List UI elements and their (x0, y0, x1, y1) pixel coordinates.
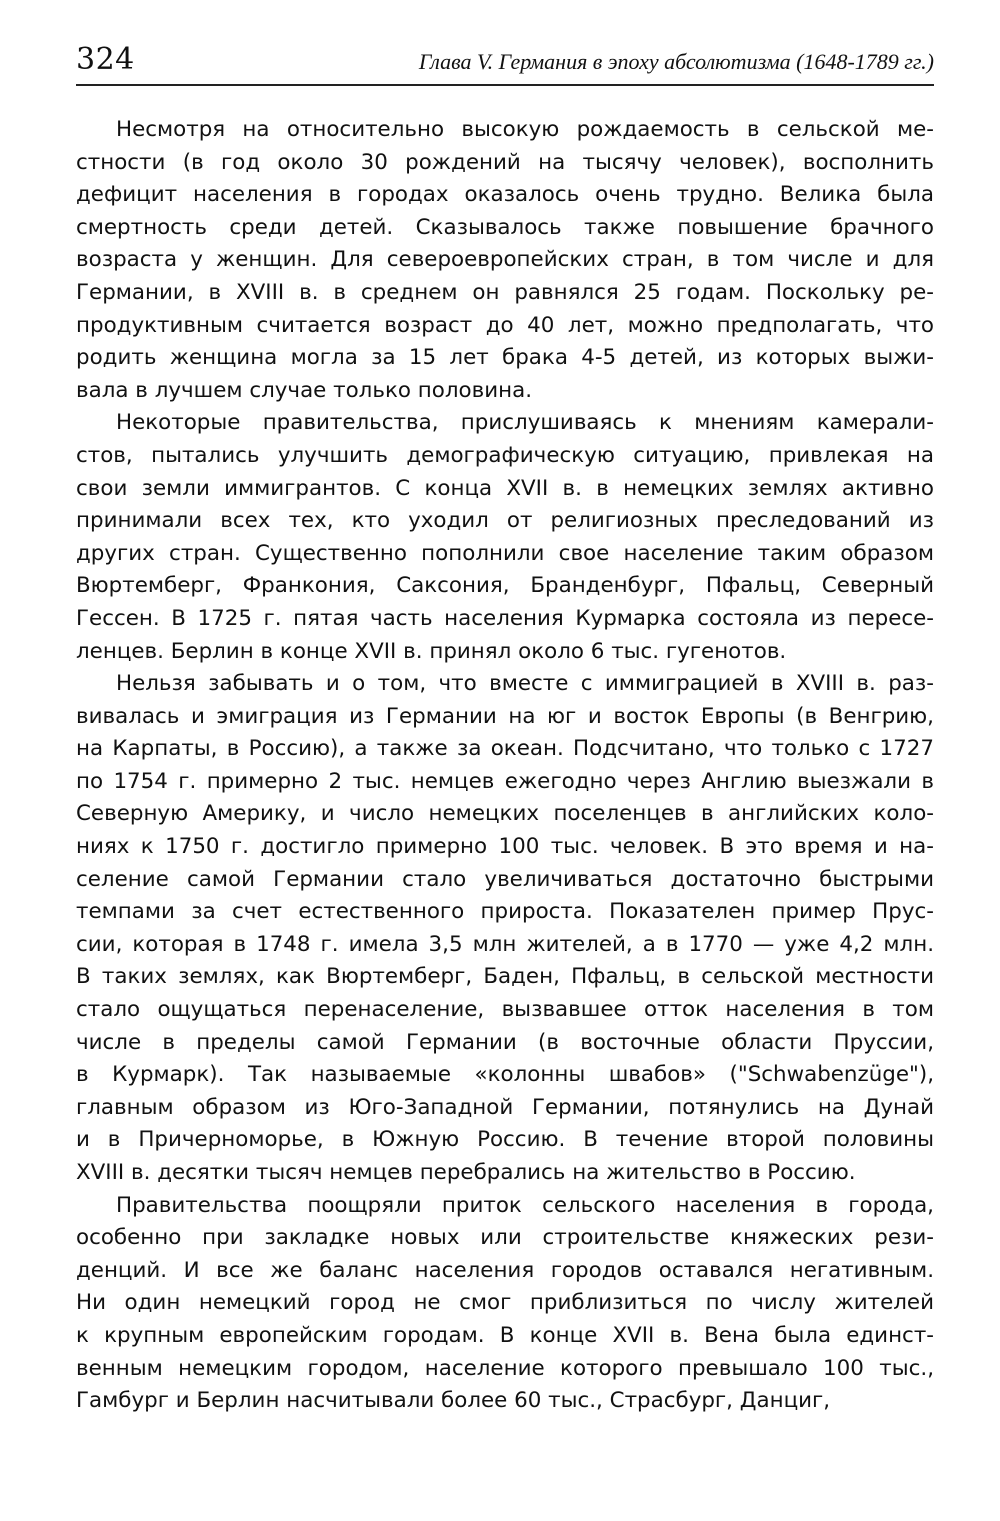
text-line: ленцев. Берлин в конце XVII в. принял около 6 тыс. гугенотов. (76, 638, 787, 664)
text-line: Несмотря на относительно высокую рождаемость в сельской ме- (116, 117, 934, 142)
paragraph (76, 1190, 934, 1418)
text-line: стности (в год около 30 рождений на тысячу человек), восполнить (76, 149, 934, 175)
text-line: XVIII в. десятки тысяч немцев перебрались на жительство в Россию. (76, 1160, 856, 1185)
text-line: продуктивным считается возраст до 40 лет, можно предполагать, что (76, 312, 934, 338)
paragraph (76, 668, 934, 1190)
text-line: вивалась и эмиграция из Германии на юг и восток Европы (в Венгрию, (76, 703, 934, 729)
text-line: стало ощущаться перенаселение, вызвавшее отток населения в том (76, 997, 934, 1023)
text-line: денций. И все же баланс населения городов оставался негативным. (76, 1257, 934, 1283)
text-line: селение самой Германии стало увеличиваться достаточно быстрыми (76, 866, 934, 892)
text-line: возраста у женщин. Для североевропейских стран, в том числе и для (76, 247, 934, 273)
text-line: особенно при закладке новых или строительстве княжеских рези- (76, 1225, 934, 1251)
text-line: по 1754 г. примерно 2 тыс. немцев ежегодно через Англию выезжали в (76, 768, 934, 794)
text-line: Северную Америку, и число немецких поселенцев в английских коло- (76, 801, 934, 827)
text-line: ниях к 1750 г. достигло примерно 100 тыс. человек. В это время и на- (76, 834, 934, 860)
body-text (76, 114, 934, 1418)
page-number: 324 (76, 42, 135, 77)
text-line: Германии, в XVIII в. в среднем он равнялся 25 годам. Поскольку ре- (76, 279, 934, 305)
text-line: родить женщина могла за 15 лет брака 4-5 детей, из которых выжи- (76, 345, 934, 371)
running-header (76, 38, 934, 86)
text-line: принимали всех тех, кто уходил от религиозных преследований из (76, 508, 934, 534)
text-line: свои земли иммигрантов. С конца XVII в. в немецких землях активно (76, 475, 934, 501)
chapter-title: Глава V. Германия в эпоху абсолютизма (1648-1789 гг.) (418, 49, 934, 74)
text-line: числе в пределы самой Германии (в восточные области Пруссии, (76, 1029, 934, 1055)
text-line: дефицит населения в городах оказалось очень трудно. Велика была (76, 182, 934, 208)
text-line: Гамбург и Берлин насчитывали более 60 тыс., Страсбург, Данциг, (76, 1388, 831, 1414)
text-line: и в Причерноморье, в Южную Россию. В течение второй половины (76, 1127, 934, 1153)
text-line: Гессен. В 1725 г. пятая часть населения Курмарка состояла из пересе- (76, 605, 934, 631)
text-line: Правительства поощряли приток сельского населения в города, (116, 1192, 934, 1218)
text-line: Вюртемберг, Франкония, Саксония, Бранденбург, Пфальц, Северный (76, 573, 934, 599)
text-line: на Карпаты, в Россию), а также за океан. Подсчитано, что только с 1727 (76, 736, 934, 762)
text-line: других стран. Существенно пополнили свое население таким образом (76, 540, 934, 566)
text-line: смертность среди детей. Сказывалось также повышение брачного (76, 214, 934, 240)
text-line: Некоторые правительства, прислушиваясь к мнениям камерали- (116, 410, 934, 436)
text-line: к крупным европейским городам. В конце XVII в. Вена была единст- (76, 1322, 934, 1348)
text-line: главным образом из Юго-Западной Германии, потянулись на Дунай (76, 1094, 934, 1120)
text-line: венным немецким городом, население которого превышало 100 тыс., (76, 1355, 934, 1381)
header-rule (76, 84, 934, 86)
text-line: вала в лучшем случае только половина. (76, 377, 533, 403)
paragraph (76, 114, 934, 407)
text-line: сии, которая в 1748 г. имела 3,5 млн жителей, а в 1770 — уже 4,2 млн. (76, 931, 934, 957)
text-line: темпами за счет естественного прироста. Показателен пример Прус- (76, 899, 934, 925)
text-line: Ни один немецкий город не смог приблизиться по числу жителей (76, 1290, 934, 1316)
text-line: стов, пытались улучшить демографическую ситуацию, привлекая на (76, 442, 934, 468)
text-line: В таких землях, как Вюртемберг, Баден, Пфальц, в сельской местности (76, 964, 934, 990)
text-line: в Курмарк). Так называемые «колонны швабов» ("Schwabenzüge"), (76, 1062, 934, 1088)
text-line: Нельзя забывать и о том, что вместе с иммиграцией в XVIII в. раз- (116, 671, 934, 697)
paragraph (76, 407, 934, 668)
